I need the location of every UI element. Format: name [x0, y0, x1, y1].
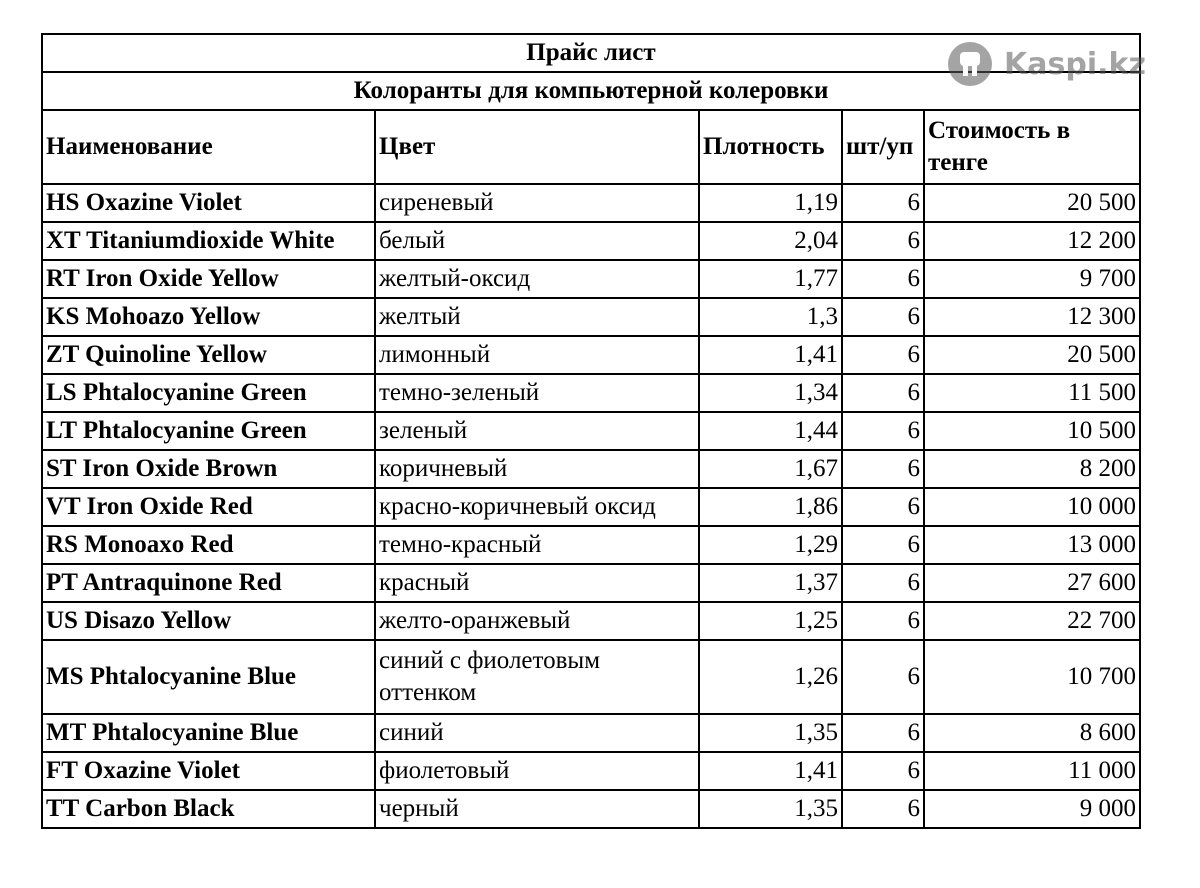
product-name: HS Oxazine Violet	[42, 184, 375, 222]
price-value: 27 600	[924, 564, 1140, 602]
table-row	[42, 412, 1140, 450]
table-row	[42, 260, 1140, 298]
price-value: 10 000	[924, 488, 1140, 526]
price-value: 11 000	[924, 752, 1140, 790]
pack-count: 6	[842, 564, 924, 602]
color-name: желтый	[375, 298, 699, 336]
density-value: 2,04	[699, 222, 842, 260]
header-name: Наименование	[42, 110, 375, 184]
color-name: зеленый	[375, 412, 699, 450]
table-row	[42, 526, 1140, 564]
density-value: 1,44	[699, 412, 842, 450]
color-name: желто-оранжевый	[375, 602, 699, 640]
color-name: белый	[375, 222, 699, 260]
density-value: 1,35	[699, 790, 842, 828]
table-row	[42, 790, 1140, 828]
kaspi-watermark	[946, 38, 1146, 90]
table-row	[42, 374, 1140, 412]
kaspi-logo-icon	[946, 40, 994, 88]
pack-count: 6	[842, 640, 924, 714]
color-name: синий	[375, 714, 699, 752]
table-row	[42, 640, 1140, 714]
pack-count: 6	[842, 260, 924, 298]
price-value: 12 300	[924, 298, 1140, 336]
density-value: 1,26	[699, 640, 842, 714]
table-row	[42, 450, 1140, 488]
density-value: 1,41	[699, 752, 842, 790]
color-name: сиреневый	[375, 184, 699, 222]
pack-count: 6	[842, 790, 924, 828]
color-name: коричневый	[375, 450, 699, 488]
product-name: LS Phtalocyanine Green	[42, 374, 375, 412]
pack-count: 6	[842, 526, 924, 564]
price-value: 20 500	[924, 336, 1140, 374]
header-row	[42, 110, 1140, 184]
color-name: красно-коричневый оксид	[375, 488, 699, 526]
header-color: Цвет	[375, 110, 699, 184]
pack-count: 6	[842, 488, 924, 526]
pack-count: 6	[842, 412, 924, 450]
density-value: 1,41	[699, 336, 842, 374]
product-name: TT Carbon Black	[42, 790, 375, 828]
product-name: KS Mohoazo Yellow	[42, 298, 375, 336]
product-name: RT Iron Oxide Yellow	[42, 260, 375, 298]
product-name: US Disazo Yellow	[42, 602, 375, 640]
table-row	[42, 184, 1140, 222]
density-value: 1,25	[699, 602, 842, 640]
price-value: 8 600	[924, 714, 1140, 752]
pack-count: 6	[842, 336, 924, 374]
price-value: 11 500	[924, 374, 1140, 412]
table-row	[42, 564, 1140, 602]
table-row	[42, 752, 1140, 790]
table-row	[42, 602, 1140, 640]
price-value: 9 000	[924, 790, 1140, 828]
color-name: желтый-оксид	[375, 260, 699, 298]
table-subtitle: Колоранты для компьютерной колеровки	[42, 72, 1140, 110]
price-value: 13 000	[924, 526, 1140, 564]
pack-count: 6	[842, 222, 924, 260]
header-price: Стоимость в тенге	[924, 110, 1140, 184]
pack-count: 6	[842, 450, 924, 488]
header-pack: шт/уп	[842, 110, 924, 184]
price-value: 10 700	[924, 640, 1140, 714]
density-value: 1,67	[699, 450, 842, 488]
density-value: 1,29	[699, 526, 842, 564]
product-name: MT Phtalocyanine Blue	[42, 714, 375, 752]
product-name: ZT Quinoline Yellow	[42, 336, 375, 374]
product-name: XT Titaniumdioxide White	[42, 222, 375, 260]
color-name: черный	[375, 790, 699, 828]
price-value: 8 200	[924, 450, 1140, 488]
product-name: LT Phtalocyanine Green	[42, 412, 375, 450]
table-row	[42, 336, 1140, 374]
product-name: FT Oxazine Violet	[42, 752, 375, 790]
color-name: фиолетовый	[375, 752, 699, 790]
product-name: PT Antraquinone Red	[42, 564, 375, 602]
watermark-text: Kaspi.kz	[1004, 46, 1146, 82]
price-value: 9 700	[924, 260, 1140, 298]
density-value: 1,37	[699, 564, 842, 602]
color-name: темно-зеленый	[375, 374, 699, 412]
price-value: 10 500	[924, 412, 1140, 450]
table-row	[42, 298, 1140, 336]
price-value: 20 500	[924, 184, 1140, 222]
color-name: синий с фиолетовым оттенком	[375, 640, 699, 714]
product-name: ST Iron Oxide Brown	[42, 450, 375, 488]
product-name: VT Iron Oxide Red	[42, 488, 375, 526]
product-name: MS Phtalocyanine Blue	[42, 640, 375, 714]
product-name: RS Monoaxo Red	[42, 526, 375, 564]
pack-count: 6	[842, 374, 924, 412]
density-value: 1,35	[699, 714, 842, 752]
price-value: 22 700	[924, 602, 1140, 640]
pack-count: 6	[842, 298, 924, 336]
color-name: лимонный	[375, 336, 699, 374]
density-value: 1,77	[699, 260, 842, 298]
table-row	[42, 488, 1140, 526]
color-name: красный	[375, 564, 699, 602]
color-name: темно-красный	[375, 526, 699, 564]
pack-count: 6	[842, 602, 924, 640]
density-value: 1,86	[699, 488, 842, 526]
pack-count: 6	[842, 184, 924, 222]
density-value: 1,19	[699, 184, 842, 222]
density-value: 1,3	[699, 298, 842, 336]
table-title: Прайс лист	[42, 34, 1140, 72]
table-row	[42, 222, 1140, 260]
pack-count: 6	[842, 714, 924, 752]
pack-count: 6	[842, 752, 924, 790]
table-row	[42, 714, 1140, 752]
price-value: 12 200	[924, 222, 1140, 260]
price-list-table	[41, 33, 1141, 829]
header-density: Плотность	[699, 110, 842, 184]
density-value: 1,34	[699, 374, 842, 412]
